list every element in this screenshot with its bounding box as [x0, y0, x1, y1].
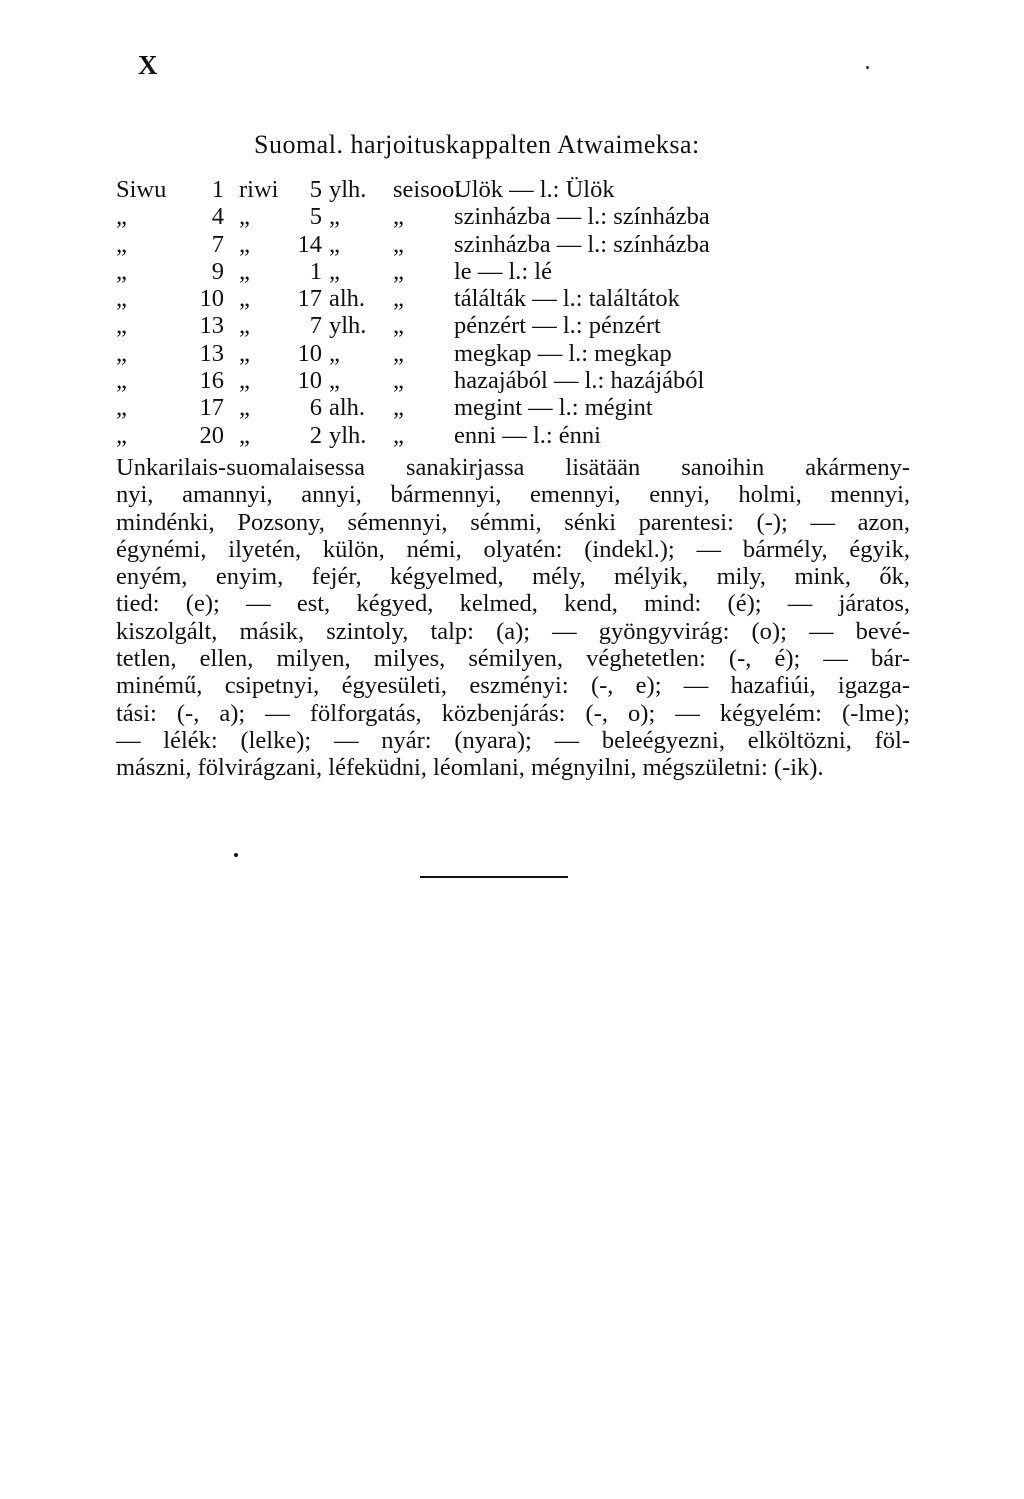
errata-line: 5: [309, 176, 322, 203]
errata-head-word: „: [393, 230, 404, 258]
errata-heading: Suomal. harjoituskappalten Atwaimeksa:: [254, 130, 700, 159]
errata-line-word: „: [239, 203, 250, 231]
paragraph-line: égynémi, ilyetén, külön, némi, olyatén: (indekl.); — bármély, égyik,: [116, 535, 910, 563]
errata-wrong: [454, 394, 653, 421]
errata-correct: — l.: színházba: [556, 230, 710, 258]
errata-row: [116, 312, 916, 339]
errata-wrong-word: le: [454, 257, 472, 285]
errata-wrong-word: megint: [454, 394, 523, 422]
errata-row: [116, 367, 916, 394]
speck: [866, 66, 869, 69]
errata-line-word: „: [239, 312, 250, 340]
paragraph-line: minémű, csipetnyi, égyesületi, eszményi: (-, e); — hazafiúi, igazga-: [116, 672, 910, 700]
errata-head-word: „: [393, 312, 404, 340]
errata-head-word: „: [393, 257, 404, 285]
errata-correct: — l.: pénzért: [532, 312, 661, 340]
errata-row: [116, 285, 916, 312]
errata-head-word: „: [393, 203, 404, 231]
closing-rule: [420, 876, 568, 878]
errata-wrong-word: szinházba: [454, 230, 551, 258]
errata-line: 17: [297, 285, 322, 313]
errata-correct: — l.: lé: [477, 257, 552, 285]
errata-line: 6: [309, 394, 322, 422]
errata-wrong: [454, 203, 710, 230]
errata-head-word: seisoo:: [393, 176, 462, 203]
errata-row: [116, 176, 916, 203]
errata-unit: alh.: [329, 285, 366, 313]
errata-head-word: „: [393, 367, 404, 395]
errata-unit: ylh.: [329, 312, 367, 340]
errata-wrong: [454, 231, 710, 258]
paragraph-line: nyi, amannyi, annyi, bármennyi, emennyi, ennyi, holmi, mennyi,: [116, 481, 910, 509]
errata-line: 1: [309, 257, 322, 285]
errata-label: Siwu: [116, 176, 167, 203]
errata-line: 10: [297, 339, 322, 367]
errata-correct: — l.: mégint: [528, 394, 653, 422]
errata-row: [116, 422, 916, 449]
paragraph-line: mindénki, Pozsony, sémennyi, sémmi, sénki parentesi: (-); — azon,: [116, 508, 910, 536]
errata-page: 13: [199, 312, 224, 340]
paragraph-line: Unkarilais-suomalaisessa sanakirjassa lisätään sanoihin akármeny-: [116, 454, 910, 481]
errata-line-word: „: [239, 339, 250, 367]
errata-head-word: „: [393, 339, 404, 367]
errata-unit: „: [329, 367, 340, 395]
errata-label: „: [116, 367, 127, 395]
errata-label: „: [116, 257, 127, 285]
errata-row: [116, 231, 916, 258]
errata-correct: — l.: énni: [502, 421, 601, 449]
errata-wrong-word: Ulök: [454, 176, 503, 203]
errata-label: „: [116, 394, 127, 422]
errata-line: 2: [309, 421, 322, 449]
errata-page: 13: [199, 339, 224, 367]
speck: [234, 853, 238, 857]
errata-line-word: „: [239, 421, 250, 449]
errata-correct: — l.: színházba: [556, 203, 710, 231]
errata-wrong-word: tálálták: [454, 285, 527, 313]
errata-wrong-word: enni: [454, 421, 497, 449]
errata-line-word: „: [239, 230, 250, 258]
paragraph-line: kiszolgált, másik, szintoly, talp: (a); — gyöngyvirág: (o); — bevé-: [116, 617, 910, 645]
errata-unit: ylh.: [329, 421, 367, 449]
errata-label: „: [116, 285, 127, 313]
errata-correct: — l.: Ülök: [509, 176, 615, 203]
addenda-paragraph: [116, 454, 910, 782]
errata-wrong: [454, 312, 661, 339]
page-number: X: [138, 50, 158, 80]
errata-page: 10: [199, 285, 224, 313]
errata-row: [116, 394, 916, 421]
errata-line: 5: [309, 203, 322, 231]
errata-page: 1: [211, 176, 224, 203]
errata-label: „: [116, 312, 127, 340]
errata-unit: „: [329, 230, 340, 258]
paragraph-line: tetlen, ellen, milyen, milyes, sémilyen, véghetetlen: (-, é); — bár-: [116, 645, 910, 673]
errata-wrong-word: hazajából: [454, 367, 548, 395]
errata-label: „: [116, 421, 127, 449]
errata-line: 7: [309, 312, 322, 340]
paragraph-line: tied: (e); — est, kégyed, kelmed, kend, mind: (é); — járatos,: [116, 590, 910, 618]
errata-line-word: „: [239, 394, 250, 422]
errata-row: [116, 340, 916, 367]
errata-unit: „: [329, 203, 340, 231]
errata-label: „: [116, 339, 127, 367]
paragraph-line: mászni, fölvirágzani, léfeküdni, léomlani, mégnyilni, mégszületni: (-ik).: [116, 754, 824, 782]
errata-correct: — l.: megkap: [537, 339, 672, 367]
errata-wrong: [454, 422, 601, 449]
errata-page: 4: [211, 203, 224, 231]
errata-wrong-word: megkap: [454, 339, 532, 367]
errata-correct: — l.: találtátok: [532, 285, 680, 313]
errata-page: 7: [211, 230, 224, 258]
errata-unit: „: [329, 339, 340, 367]
errata-unit: ylh.: [329, 176, 367, 203]
errata-row: [116, 258, 916, 285]
errata-wrong: [454, 340, 672, 367]
errata-head-word: „: [393, 394, 404, 422]
errata-line-word: „: [239, 285, 250, 313]
paragraph-line: enyém, enyim, fejér, kégyelmed, mély, mélyik, mily, mink, ők,: [116, 563, 910, 591]
errata-line: 14: [297, 230, 322, 258]
errata-wrong: [454, 176, 615, 203]
errata-list: [116, 176, 916, 449]
errata-line-word: riwi: [239, 176, 279, 203]
errata-wrong: [454, 285, 680, 312]
errata-page: 16: [199, 367, 224, 395]
errata-wrong-word: szinházba: [454, 203, 551, 231]
errata-line-word: „: [239, 367, 250, 395]
errata-line: 10: [297, 367, 322, 395]
errata-head-word: „: [393, 421, 404, 449]
errata-head-word: „: [393, 285, 404, 313]
errata-label: „: [116, 230, 127, 258]
errata-wrong-word: pénzért: [454, 312, 527, 340]
paragraph-line: — lélék: (lelke); — nyár: (nyara); — beleégyezni, elköltözni, föl-: [116, 726, 910, 754]
paragraph-line: tási: (-, a); — fölforgatás, közbenjárás: (-, o); — kégyelém: (-lme);: [116, 699, 910, 727]
errata-correct: — l.: hazájából: [554, 367, 705, 395]
errata-wrong: [454, 258, 552, 285]
errata-label: „: [116, 203, 127, 231]
errata-unit: „: [329, 257, 340, 285]
errata-row: [116, 203, 916, 230]
errata-page: 20: [199, 421, 224, 449]
errata-unit: alh.: [329, 394, 366, 422]
errata-page: 17: [199, 394, 224, 422]
errata-line-word: „: [239, 257, 250, 285]
errata-wrong: [454, 367, 704, 394]
errata-page: 9: [211, 257, 224, 285]
